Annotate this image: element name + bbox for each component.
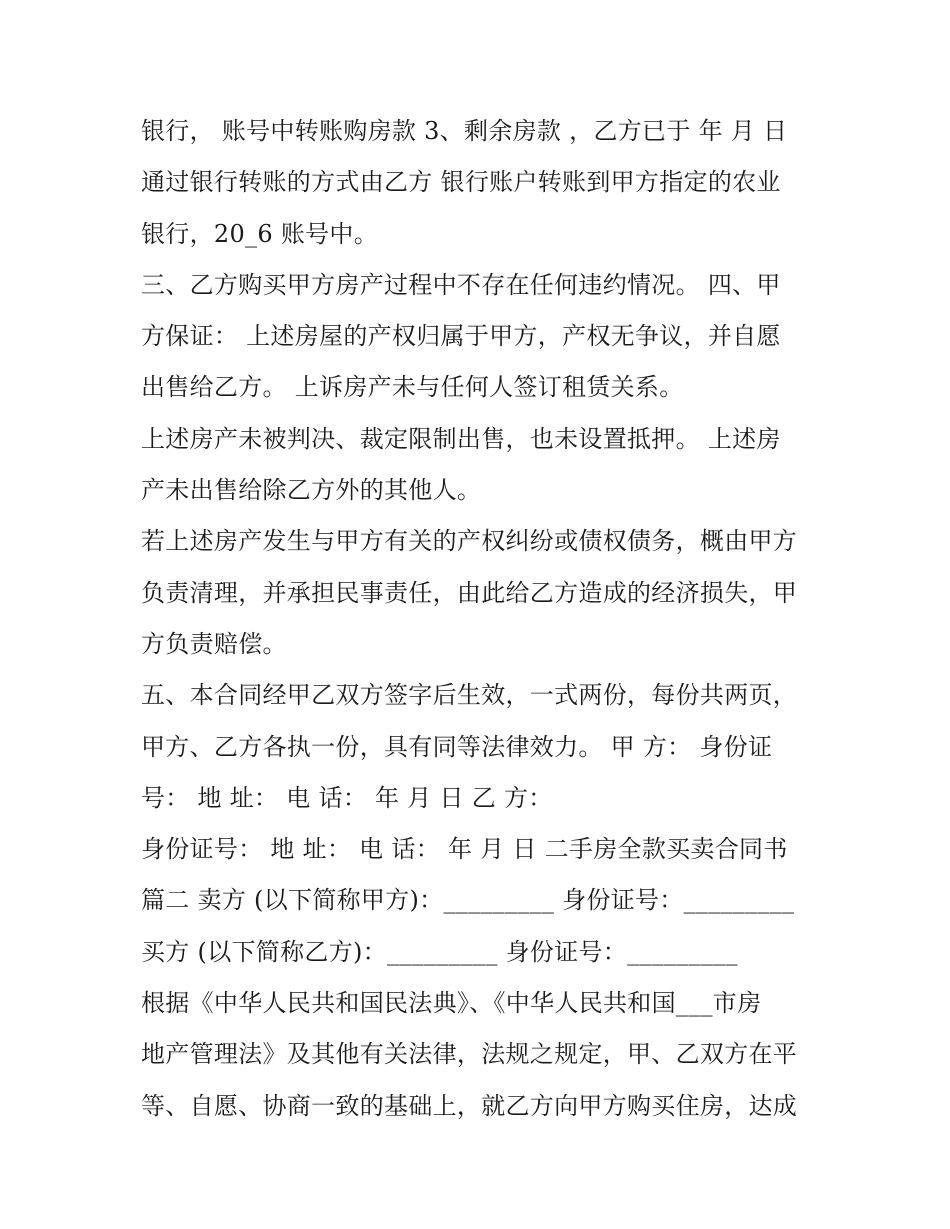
text-line: 负责清理，并承担民事责任，由此给乙方造成的经济损失，甲 bbox=[141, 578, 798, 607]
text-line: 身份证号： 地 址： 电 话： 年 月 日 二手房全款买卖合同书 bbox=[141, 835, 788, 864]
text-line: 出售给乙方。 上诉房产未与任何人签订租赁关系。 bbox=[141, 373, 684, 402]
text-line: 银行，20_6 账号中。 bbox=[141, 219, 379, 248]
body-text bbox=[141, 106, 821, 1132]
text-line: 根据《中华人民共和国民法典》、《中华人民共和国___市房 bbox=[141, 989, 762, 1018]
text-line: 号： 地 址： 电 话： 年 月 日 乙 方： bbox=[141, 783, 553, 812]
text-line: 五、本合同经甲乙双方签字后生效，一式两份，每份共两页， bbox=[141, 681, 798, 710]
text-line: 甲方、乙方各执一份，具有同等法律效力。 甲 方： 身份证 bbox=[141, 732, 773, 761]
text-line: 地产管理法》及其他有关法律，法规之规定，甲、乙双方在平 bbox=[141, 1040, 798, 1069]
text-line: 三、乙方购买甲方房产过程中不存在任何违约情况。 四、甲 bbox=[141, 270, 781, 299]
text-line: 若上述房产发生与甲方有关的产权纠纷或债权债务，概由甲方 bbox=[141, 527, 798, 556]
text-line: 上述房产未被判决、裁定限制出售，也未设置抵押。 上述房 bbox=[141, 424, 781, 453]
text-line: 买方 (以下简称乙方)：_________ 身份证号：_________ bbox=[141, 937, 738, 966]
text-line: 篇二 卖方 (以下简称甲方)：_________ 身份证号：_________ bbox=[141, 886, 795, 915]
text-line: 方保证： 上述房屋的产权归属于甲方，产权无争议，并自愿 bbox=[141, 322, 781, 351]
text-line: 银行， 账号中转账购房款 3、剩余房款 ，乙方已于 年 月 日 bbox=[141, 117, 788, 145]
text-line: 等、自愿、协商一致的基础上，就乙方向甲方购买住房，达成 bbox=[141, 1091, 798, 1120]
text-line: 产未出售给除乙方外的其他人。 bbox=[141, 476, 482, 505]
text-line: 通过银行转账的方式由乙方 银行账户转账到甲方指定的农业 bbox=[141, 168, 781, 197]
text-line: 方负责赔偿。 bbox=[141, 629, 287, 658]
